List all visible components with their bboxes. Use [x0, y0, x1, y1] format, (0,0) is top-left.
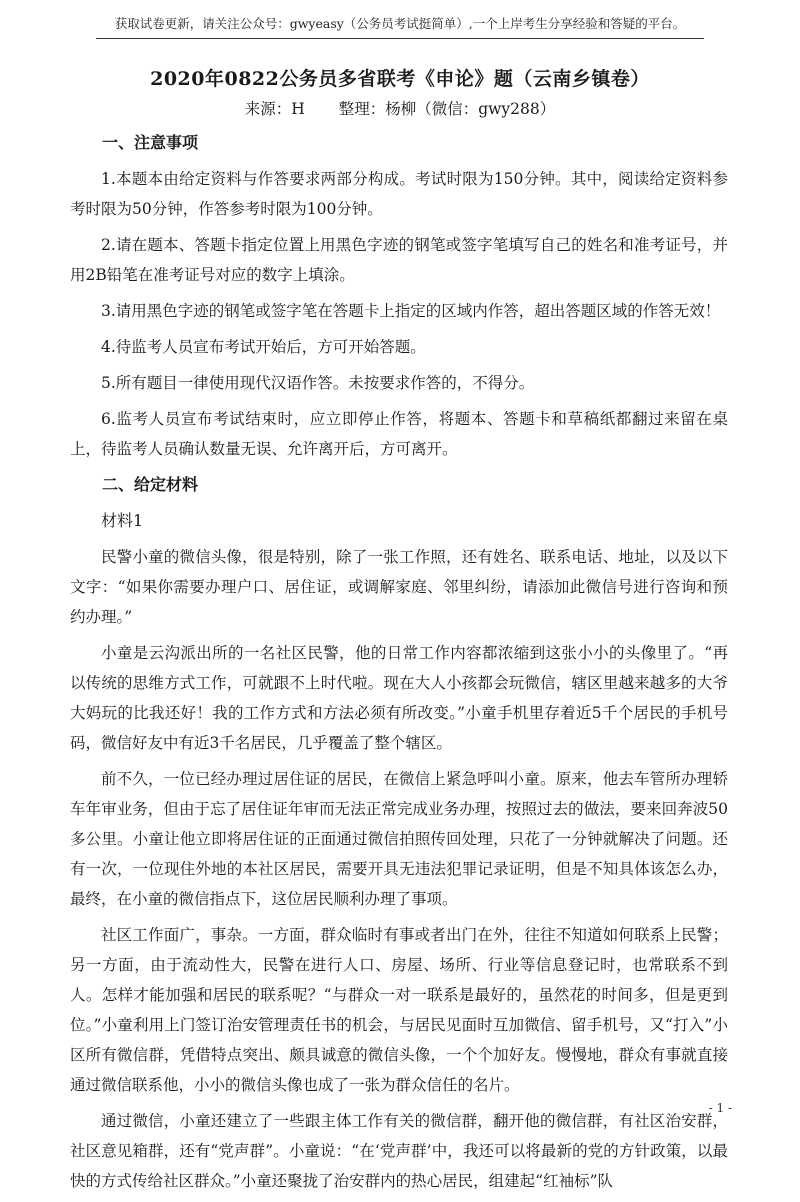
header-note: 获取试卷更新，请关注公众号：gwyeasy（公务员考试挺简单）,一个上岸考生分享经验和答疑的平台。 — [114, 16, 686, 31]
material-paragraph: 通过微信，小童还建立了一些跟主体工作有关的微信群，翻开他的微信群，有社区治安群，社区意见箱群，还有“党声群”。小童说：“在‘党声群’中，我还可以将最新的党的方针政策，以最快的方式传给社区群众。”小童还聚拢了治安群内的热心居民，组建起“红袖标”队 — [70, 1112, 728, 1190]
material-paragraph: 前不久，一位已经办理过居住证的居民，在微信上紧急呼叫小童。原来，他去车管所办理轿车年审业务，但由于忘了居住证年审而无法正常完成业务办理，按照过去的做法，要来回奔波50多公里。小童让他立即将居住证的正面通过微信拍照传回处理，只花了一分钟就解决了问题。还有一次，一位现住外地的本社区居民，需要开具无违法犯罪记录证明，但是不知具体该怎么办，最终，在小童的微信指点下，这位居民顺利办理了事项。 — [70, 770, 728, 908]
material-paragraph: 社区工作面广，事杂。一方面，群众临时有事或者出门在外，往往不知道如何联系上民警；另一方面，由于流动性大，民警在进行人口、房屋、场所、行业等信息登记时，也常联系不到人。怎样才能加强和居民的联系呢？“与群众一对一联系是最好的，虽然花的时间多，但是更到位。”小童利用上门签订治安管理责任书的机会，与居民见面时互加微信、留手机号，又“打入”小区所有微信群，凭借特点突出、颇具诚意的微信头像，一个个加好友。慢慢地，群众有事就直接通过微信联系他，小小的微信头像也成了一张为群众信任的名片。 — [70, 926, 728, 1094]
notice-item: 3.请用黑色字迹的钢笔或签字笔在答题卡上指定的区域内作答，超出答题区域的作答无效！ — [101, 302, 721, 320]
editor-text: 整理：杨柳（微信：gwy288） — [338, 100, 556, 118]
notice-item: 4.待监考人员宣布考试开始后，方可开始答题。 — [101, 338, 426, 356]
section-title-notice: 一、注意事项 — [102, 133, 199, 152]
material-paragraph: 小童是云沟派出所的一名社区民警，他的日常工作内容都浓缩到这张小小的头像里了。“再以传统的思维方式工作，可就跟不上时代啦。现在大人小孩都会玩微信，辖区里越来越多的大爷大妈玩的比我还好！我的工作方式和方法必须有所改变。”小童手机里存着近5千个居民的手机号码，微信好友中有近3千名居民，几乎覆盖了整个辖区。 — [70, 644, 728, 752]
source-line — [0, 97, 800, 119]
notice-item: 6.监考人员宣布考试结束时，应立即停止作答，将题本、答题卡和草稿纸都翻过来留在桌上，待监考人员确认数量无误、允许离开后，方可离开。 — [70, 410, 728, 458]
notice-item: 1.本题本由给定资料与作答要求两部分构成。考试时限为150分钟。其中，阅读给定资料参考时限为50分钟，作答参考时限为100分钟。 — [70, 170, 728, 218]
source-text: 来源：H — [244, 100, 305, 118]
notice-item: 5.所有题目一律使用现代汉语作答。未按要求作答的，不得分。 — [101, 374, 535, 392]
header-divider — [96, 38, 704, 39]
material-label: 材料1 — [101, 511, 144, 530]
section-title-materials: 二、给定材料 — [102, 475, 199, 494]
page-title: 2020年0822公务员多省联考《申论》题（云南乡镇卷） — [150, 68, 650, 90]
material-paragraph: 民警小童的微信头像，很是特别，除了一张工作照，还有姓名、联系电话、地址，以及以下文字：“如果你需要办理户口、居住证，或调解家庭、邻里纠纷，请添加此微信号进行咨询和预约办理。” — [70, 548, 728, 626]
notice-item: 2.请在题本、答题卡指定位置上用黑色字迹的钢笔或签字笔填写自己的姓名和准考证号，并用2B铅笔在准考证号对应的数字上填涂。 — [70, 236, 728, 284]
document-body — [70, 128, 728, 1202]
page-number: - 1 - — [708, 1101, 732, 1115]
